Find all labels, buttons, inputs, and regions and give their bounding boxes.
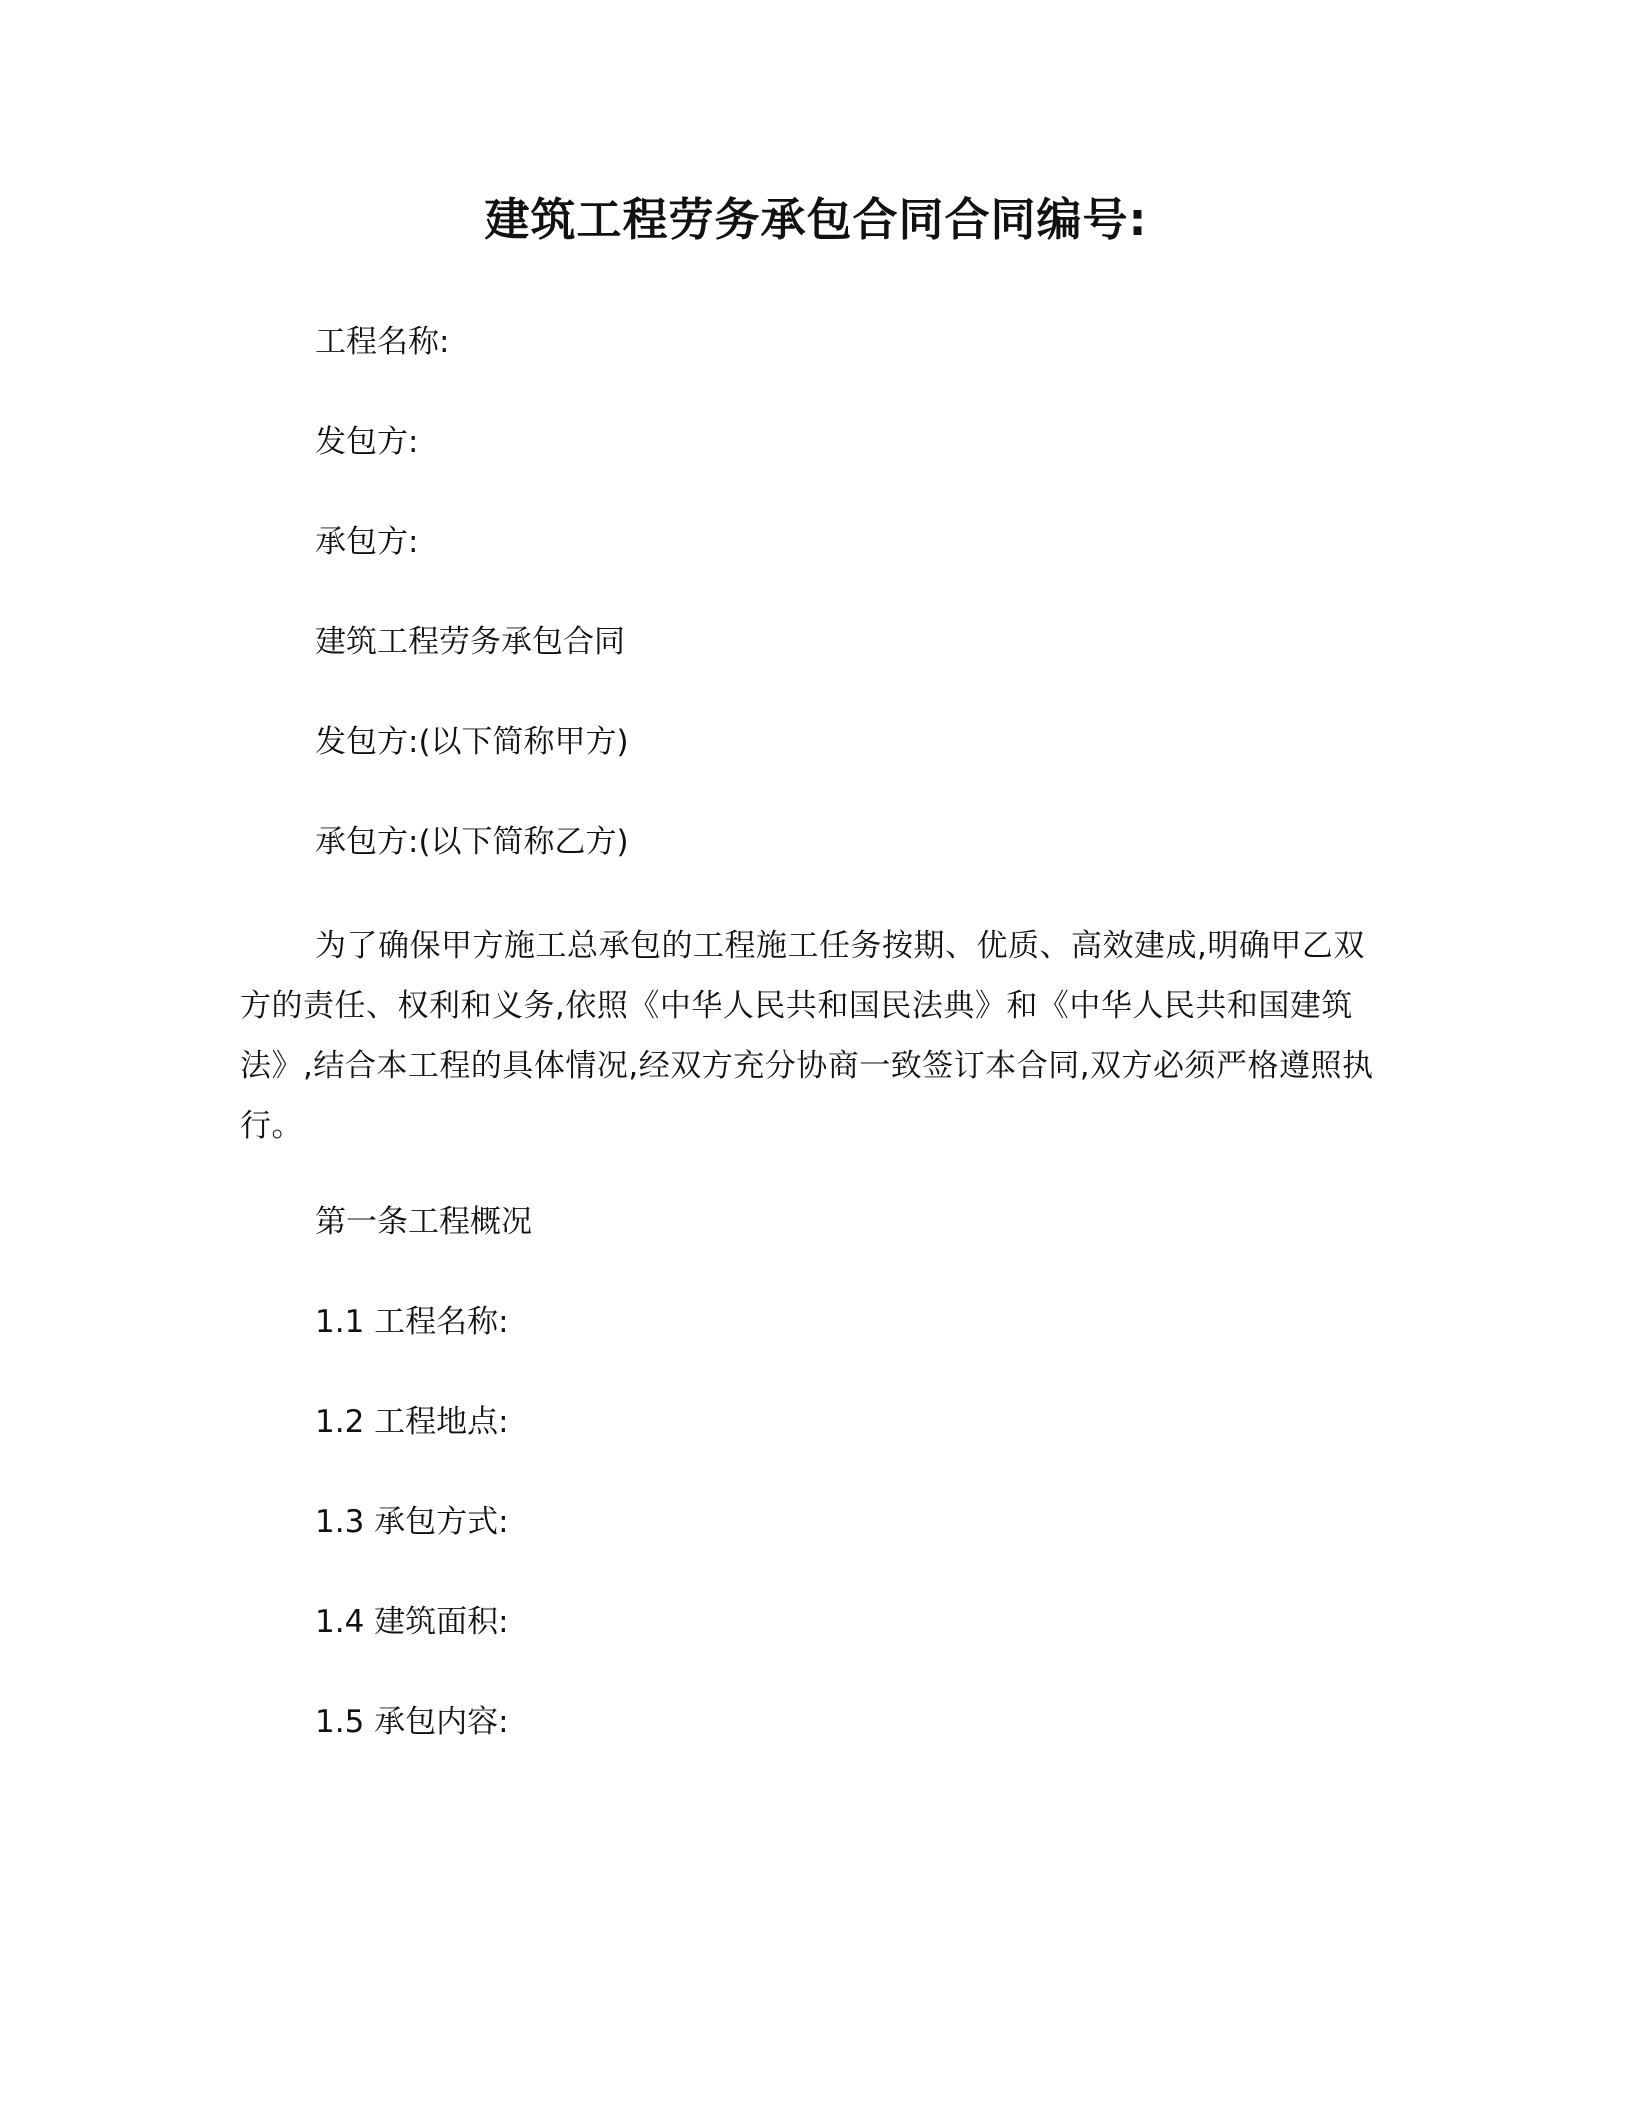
contractor-field: 承包方: <box>315 524 419 560</box>
article-1-heading: 第一条工程概况 <box>315 1204 532 1240</box>
party-a-line: 发包方:(以下简称甲方) <box>315 724 629 760</box>
article-item: 1.1 工程名称: <box>315 1304 509 1340</box>
article-item: 1.3 承包方式: <box>315 1504 509 1540</box>
article-item: 1.5 承包内容: <box>315 1704 509 1740</box>
preamble-paragraph: 为了确保甲方施工总承包的工程施工任务按期、优质、高效建成,明确甲乙双方的责任、权利和义务,依照《中华人民共和国民法典》和《中华人民共和国建筑法》,结合本工程的具体情况,经双方充分协商一致签订本合同,双方必须严格遵照执行。 <box>240 928 1374 1144</box>
document-title: 建筑工程劳务承包合同合同编号: <box>484 193 1148 246</box>
employer-field: 发包方: <box>315 424 419 460</box>
article-item: 1.2 工程地点: <box>315 1404 509 1440</box>
article-item: 1.4 建筑面积: <box>315 1604 509 1640</box>
project-name-field: 工程名称: <box>315 324 450 360</box>
party-b-line: 承包方:(以下简称乙方) <box>315 824 629 860</box>
contract-heading: 建筑工程劳务承包合同 <box>315 624 625 660</box>
